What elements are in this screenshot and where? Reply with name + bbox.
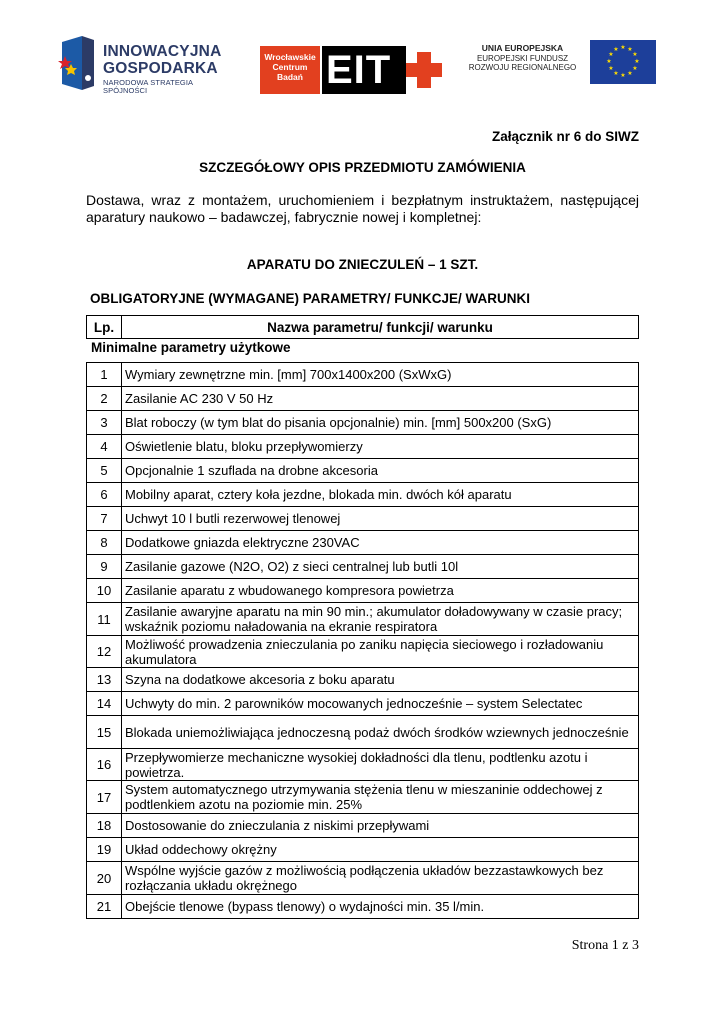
row-number: 7: [87, 507, 122, 531]
section-minimal-heading: Minimalne parametry użytkowe: [91, 340, 291, 355]
table-row: [87, 749, 639, 781]
obligatory-heading: OBLIGATORYJNE (WYMAGANE) PARAMETRY/ FUNKCJE/ WARUNKI: [90, 291, 531, 306]
row-text: Oświetlenie blatu, bloku przepływomierzy: [122, 435, 639, 459]
table-row: [87, 862, 639, 895]
row-text: Zasilanie gazowe (N2O, O2) z sieci centralnej lub butli 10l: [122, 555, 639, 579]
row-text: Blat roboczy (w tym blat do pisania opcjonalnie) min. [mm] 500x200 (SxG): [122, 411, 639, 435]
row-number: 10: [87, 579, 122, 603]
row-number: 21: [87, 895, 122, 919]
eit-red-line2: Centrum: [272, 62, 308, 73]
table-row: [87, 814, 639, 838]
table-row: [87, 507, 639, 531]
logo-left-subline: NARODOWA STRATEGIA SPÓJNOŚCI: [103, 78, 193, 95]
svg-text:★: ★: [613, 70, 619, 77]
svg-text:★: ★: [620, 44, 626, 51]
svg-text:★: ★: [632, 51, 638, 58]
row-text: Obejście tlenowe (bypass tlenowy) o wydajności min. 35 l/min.: [122, 895, 639, 919]
row-number: 18: [87, 814, 122, 838]
table-row: [87, 459, 639, 483]
eit-plus-logo: [260, 46, 442, 94]
table-row: [87, 781, 639, 814]
table-row: [87, 668, 639, 692]
eu-line2: EUROPEJSKI FUNDUSZ: [476, 53, 569, 63]
row-text: Zasilanie aparatu z wbudowanego kompresora powietrza: [122, 579, 639, 603]
eu-line3: ROZWOJU REGIONALNEGO: [468, 62, 577, 72]
eit-red-line3: Badań: [277, 72, 303, 83]
row-text: Dostosowanie do znieczulania z niskimi przepływami: [122, 814, 639, 838]
row-number: 8: [87, 531, 122, 555]
row-text: System automatycznego utrzymywania stężenia tlenu w mieszaninie oddechowej z podtlenkiem azotu na poziomie min. 25%: [122, 781, 639, 814]
row-text: Blokada uniemożliwiająca jednoczesną podaż dwóch środków wziewnych jednocześnie: [122, 716, 639, 749]
row-text: Możliwość prowadzenia znieczulania po zaniku napięcia sieciowego i rozładowaniu akumulatora: [122, 636, 639, 668]
page-number: Strona 1 z 3: [571, 938, 639, 953]
svg-text:★: ★: [627, 46, 633, 53]
table-row: [87, 636, 639, 668]
table-row: [87, 483, 639, 507]
row-number: 11: [87, 603, 122, 636]
row-text: Uchwyt 10 l butli rezerwowej tlenowej: [122, 507, 639, 531]
row-number: 9: [87, 555, 122, 579]
svg-text:★: ★: [620, 72, 626, 79]
row-number: 4: [87, 435, 122, 459]
row-number: 14: [87, 692, 122, 716]
row-text: Szyna na dodatkowe akcesoria z boku aparatu: [122, 668, 639, 692]
table-row: [87, 387, 639, 411]
row-text: Zasilanie AC 230 V 50 Hz: [122, 387, 639, 411]
svg-text:★: ★: [634, 58, 640, 65]
row-number: 6: [87, 483, 122, 507]
table-row: [87, 716, 639, 749]
row-number: 12: [87, 636, 122, 668]
row-number: 3: [87, 411, 122, 435]
svg-text:★: ★: [608, 65, 614, 72]
table-row: [87, 603, 639, 636]
table-row: [87, 363, 639, 387]
row-number: 20: [87, 862, 122, 895]
svg-text:★: ★: [632, 65, 638, 72]
row-text: Mobilny aparat, cztery koła jezdne, blokada min. dwóch kół aparatu: [122, 483, 639, 507]
logo-left-line1: INNOWACYJNA: [103, 43, 222, 60]
device-heading: APARATU DO ZNIECZULEŃ – 1 SZT.: [246, 257, 479, 272]
svg-text:★: ★: [627, 70, 633, 77]
row-number: 19: [87, 838, 122, 862]
row-text: Dodatkowe gniazda elektryczne 230VAC: [122, 531, 639, 555]
svg-text:★: ★: [606, 58, 612, 65]
row-number: 15: [87, 716, 122, 749]
parameters-table: [86, 362, 639, 919]
table-header: [86, 315, 639, 339]
row-text: Uchwyty do min. 2 parowników mocowanych jednocześnie – system Selectatec: [122, 692, 639, 716]
row-number: 1: [87, 363, 122, 387]
table-row: [87, 579, 639, 603]
row-text: Zasilanie awaryjne aparatu na min 90 min.; akumulator doładowywany w czasie pracy; wskaźnik poziomu naładowania na ekranie respiratora: [122, 603, 639, 636]
table-row: [87, 838, 639, 862]
eu-flag-icon: [590, 40, 656, 84]
intro-paragraph: Dostawa, wraz z montażem, uruchomieniem i bezpłatnym instruktażem, następującej aparatury naukowo – badawczej, fabrycznie nowej i kompletnej:: [86, 192, 639, 225]
logo-left-line2: GOSPODARKA: [103, 59, 218, 77]
document-title: SZCZEGÓŁOWY OPIS PRZEDMIOTU ZAMÓWIENIA: [199, 160, 526, 175]
row-number: 5: [87, 459, 122, 483]
eu-line1: UNIA EUROPEJSKA: [481, 43, 564, 53]
row-text: Przepływomierze mechaniczne wysokiej dokładności dla tlenu, podtlenku azotu i powietrza.: [122, 749, 639, 781]
annex-label: Załącznik nr 6 do SIWZ: [491, 129, 639, 144]
table-row: [87, 411, 639, 435]
eit-red-line1: Wrocławskie: [264, 52, 316, 62]
row-number: 16: [87, 749, 122, 781]
row-text: Wspólne wyjście gazów z możliwością podłączenia układów bezzastawkowych bez rozłączania układu okrężnego: [122, 862, 639, 895]
innowacyjna-gospodarka-logo: [58, 34, 238, 94]
header-lp: Lp.: [87, 316, 122, 339]
row-number: 17: [87, 781, 122, 814]
innowacyjna-gospodarka-emblem-icon: [58, 34, 98, 92]
table-row: [87, 895, 639, 919]
row-number: 13: [87, 668, 122, 692]
row-text: Układ oddechowy okrężny: [122, 838, 639, 862]
eu-fund-logo: [460, 34, 668, 94]
row-number: 2: [87, 387, 122, 411]
eit-word: EIT: [326, 48, 392, 92]
table-row: [87, 692, 639, 716]
table-row: [87, 531, 639, 555]
eit-red-block: [260, 46, 320, 94]
row-text: Opcjonalnie 1 szuflada na drobne akcesoria: [122, 459, 639, 483]
table-row: [87, 555, 639, 579]
header-name: Nazwa parametru/ funkcji/ warunku: [122, 316, 639, 339]
table-row: [87, 435, 639, 459]
row-text: Wymiary zewnętrzne min. [mm] 700x1400x200 (SxWxG): [122, 363, 639, 387]
svg-text:★: ★: [608, 51, 614, 58]
svg-text:★: ★: [613, 46, 619, 53]
